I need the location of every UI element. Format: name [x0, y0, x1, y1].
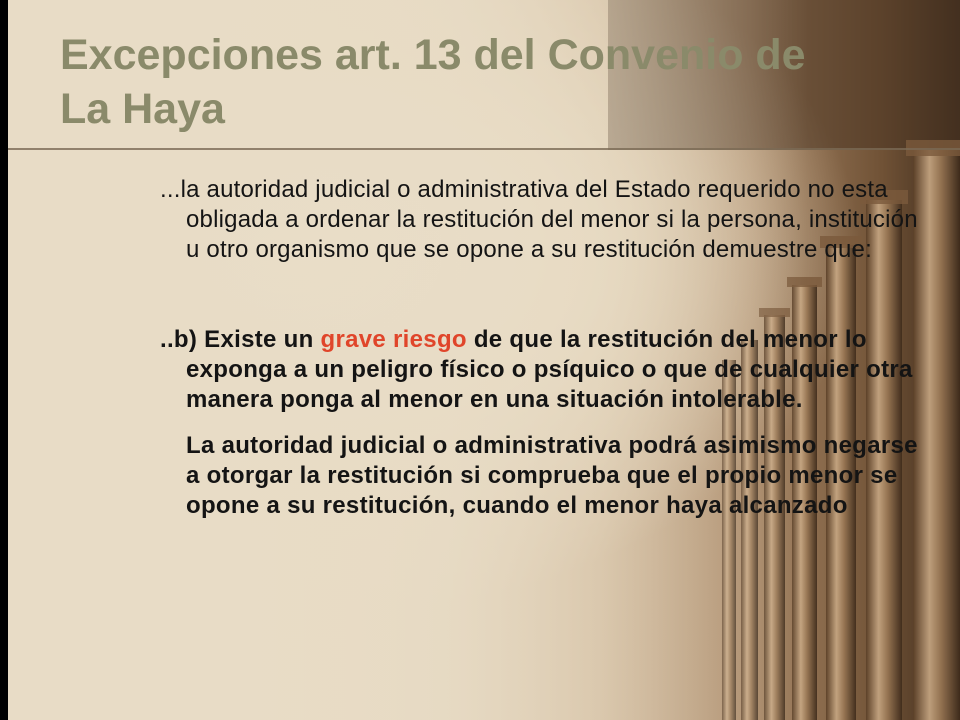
point-b-paragraph: [160, 325, 920, 415]
point-b-text-end: de que la restitución del menor lo exponga a un peligro físico o psíquico o que de cualquier otra manera ponga al menor en una situación intolerable.: [186, 326, 913, 413]
presentation-slide: [8, 0, 960, 720]
slide-title: Excepciones art. 13 del Convenio de La Haya: [60, 31, 806, 133]
slide-left-border: [0, 0, 8, 720]
slide-body: [160, 175, 920, 521]
continuation-paragraph: La autoridad judicial o administrativa podrá asimismo negarse a otorgar la restitución si comprueba que el propio menor se opone a su restitución, cuando el menor haya alcanzado: [186, 432, 918, 519]
highlighted-term: grave riesgo: [320, 326, 467, 353]
title-divider: [8, 148, 960, 150]
point-b-text-start: ..b) Existe un: [160, 326, 321, 353]
intro-paragraph: ...la autoridad judicial o administrativa del Estado requerido no esta obligada a ordenar la restitución del menor si la persona, institución u otro organismo que se opone a su restitución demuestre que:: [160, 176, 918, 263]
